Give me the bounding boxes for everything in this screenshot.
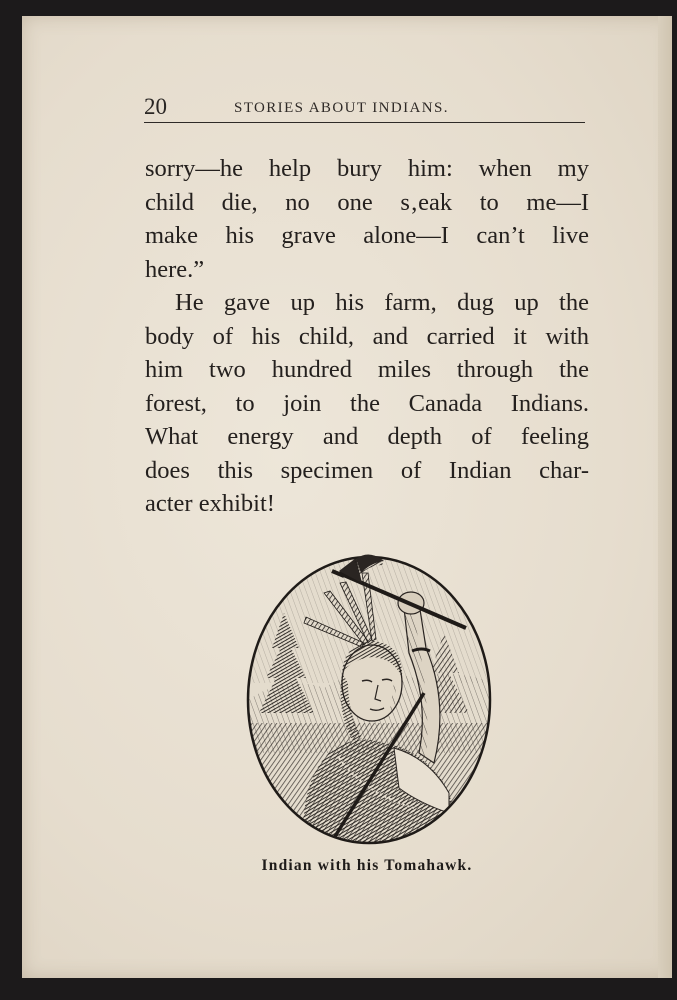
text-line: does this specimen of Indian char- [145,456,589,484]
text-line: make his grave alone—I can’t live [145,222,589,249]
page-number: 20 [144,94,167,119]
body-text [145,152,589,521]
text-line: He gave up his farm, dug up the [175,289,589,316]
page-edge [658,16,672,978]
running-head [144,92,585,123]
text-line: forest, to join the Canada Indians. [145,389,589,417]
text-line: What energy and depth of feeling [145,423,589,450]
figure-caption: Indian with his Tomahawk. [261,857,473,874]
text-line: acter exhibit! [145,490,275,517]
running-title: STORIES ABOUT INDIANS. [234,100,449,116]
text-line: sorry—he help bury him: when my [145,155,589,182]
text-line: child die, no one s‚eak to me—I [145,188,589,216]
text-line: body of his child, and carried it with [145,322,589,350]
text-line: here.” [145,255,205,283]
engraving-illustration [244,553,494,848]
text-line: him two hundred miles through the [145,356,589,383]
